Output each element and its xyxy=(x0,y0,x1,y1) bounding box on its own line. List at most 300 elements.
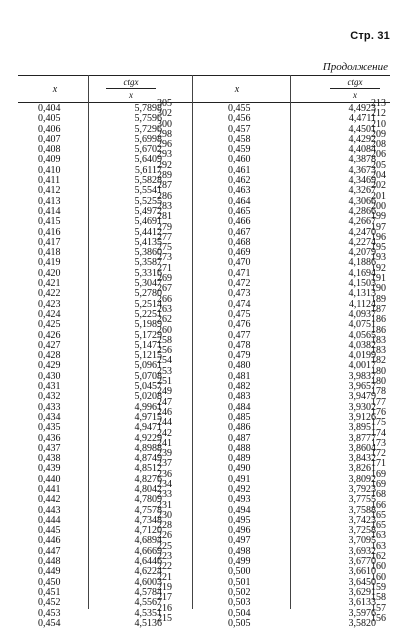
table-cell: 171 xyxy=(371,458,386,470)
table-cell: 182 xyxy=(371,355,386,367)
table-cell: 177 xyxy=(371,396,386,408)
table-cell: 289 xyxy=(157,170,172,182)
table-cell: 236 xyxy=(157,468,172,480)
column-divider xyxy=(88,75,89,609)
table-cell: 0,502 xyxy=(228,586,251,598)
table-cell: 0,471 xyxy=(228,267,251,279)
table-cell: 156 xyxy=(371,612,386,624)
table-cell: 4,1694 xyxy=(348,267,376,279)
table-cell: 244 xyxy=(157,417,172,429)
table-cell: 4,4292 xyxy=(348,133,376,145)
table-cell: 228 xyxy=(157,520,172,532)
table-cell: 205 xyxy=(371,159,386,171)
table-cell: 3,5976 xyxy=(348,607,376,619)
table-cell: 5,2780 xyxy=(134,288,162,300)
table-cell: 159 xyxy=(371,581,386,593)
table-cell: 4,4084 xyxy=(348,144,376,156)
column-header-x-right: x xyxy=(234,84,240,95)
ctg-numerator-left: ctgx xyxy=(106,77,156,89)
table-cell: 0,491 xyxy=(228,473,251,485)
table-cell: 273 xyxy=(157,252,172,264)
table-cell: 0,501 xyxy=(228,576,251,588)
table-cell: 213 xyxy=(371,98,386,109)
table-cell: 5,6117 xyxy=(134,164,162,176)
table-cell: 281 xyxy=(157,211,172,223)
table-cell: 0,417 xyxy=(38,236,61,248)
table-cell: 4,2667 xyxy=(348,216,376,228)
table-cell: 5,1729 xyxy=(134,329,162,341)
table-cell: 5,5541 xyxy=(134,185,162,197)
table-cell: 4,3267 xyxy=(348,185,376,197)
table-cell: 0,456 xyxy=(228,113,251,125)
table-cell: 287 xyxy=(157,180,172,192)
table-cell: 3,8951 xyxy=(348,422,376,434)
table-cell: 3,6450 xyxy=(348,576,376,588)
table-cell: 0,477 xyxy=(228,329,251,341)
table-cell: 3,7423 xyxy=(348,514,376,526)
table-cell: 5,2251 xyxy=(134,308,162,320)
table-cell: 199 xyxy=(371,211,386,223)
table-cell: 169 xyxy=(371,478,386,490)
table-cell: 0,452 xyxy=(38,597,61,609)
table-cell: 165 xyxy=(371,509,386,521)
table-cell: 4,9961 xyxy=(134,401,162,413)
table-cell: 0,437 xyxy=(38,442,61,454)
table-cell: 4,7578 xyxy=(134,504,162,516)
table-cell: 165 xyxy=(371,520,386,532)
table-cell: 217 xyxy=(157,592,172,604)
table-cell: 0,495 xyxy=(228,514,251,526)
table-cell: 4,7809 xyxy=(134,494,162,506)
table-cell: 4,3878 xyxy=(348,154,376,166)
table-cell: 246 xyxy=(157,406,172,418)
table-cell: 3,7258 xyxy=(348,525,376,537)
table-cell: 0,420 xyxy=(38,267,61,279)
table-cell: 253 xyxy=(157,365,172,377)
table-cell: 0,422 xyxy=(38,288,61,300)
table-cell: 0,455 xyxy=(228,103,251,114)
table-cell: 5,6409 xyxy=(134,154,162,166)
table-cell: 3,6770 xyxy=(348,556,376,568)
table-cell: 0,440 xyxy=(38,473,61,485)
table-cell: 4,8512 xyxy=(134,463,162,475)
table-cell: 5,3316 xyxy=(134,267,162,279)
table-cell: 0,465 xyxy=(228,205,251,217)
table-cell: 4,8276 xyxy=(134,473,162,485)
table-cell: 0,496 xyxy=(228,525,251,537)
table-cell: 0,445 xyxy=(38,525,61,537)
table-cell: 0,412 xyxy=(38,185,61,197)
table-cell: 223 xyxy=(157,551,172,563)
table-cell: 4,3469 xyxy=(348,175,376,187)
table-top-rule xyxy=(18,75,390,76)
table-cell: 0,407 xyxy=(38,133,61,145)
table-cell: 279 xyxy=(157,221,172,233)
table-cell: 4,2079 xyxy=(348,247,376,259)
table-cell: 175 xyxy=(371,417,386,429)
table-cell: 0,433 xyxy=(38,401,61,413)
table-cell: 208 xyxy=(371,139,386,151)
table-cell: 5,6702 xyxy=(134,144,162,156)
table-cell: 225 xyxy=(157,540,172,552)
table-cell: 0,447 xyxy=(38,545,61,557)
table-cell: 4,0937 xyxy=(348,308,376,320)
table-cell: 0,492 xyxy=(228,483,251,495)
table-cell: 204 xyxy=(371,170,386,182)
table-cell: 178 xyxy=(371,386,386,398)
table-cell: 0,408 xyxy=(38,144,61,156)
table-cell: 5,5255 xyxy=(134,195,162,207)
table-cell: 187 xyxy=(371,303,386,315)
table-cell: 212 xyxy=(371,108,386,120)
right-value-column xyxy=(326,104,376,629)
table-cell: 4,5351 xyxy=(134,607,162,619)
table-cell: 4,9715 xyxy=(134,411,162,423)
table-cell: 0,442 xyxy=(38,494,61,506)
table-cell: 3,9479 xyxy=(348,391,376,403)
table-cell: 180 xyxy=(371,376,386,388)
table-cell: 0,443 xyxy=(38,504,61,516)
table-cell: 3,9302 xyxy=(348,401,376,413)
table-cell: 0,487 xyxy=(228,432,251,444)
table-cell: 0,464 xyxy=(228,195,251,207)
table-cell: 180 xyxy=(371,365,386,377)
table-cell: 4,2470 xyxy=(348,226,376,238)
table-cell: 275 xyxy=(157,242,172,254)
table-cell: 0,429 xyxy=(38,360,61,372)
table-cell: 0,481 xyxy=(228,370,251,382)
table-cell: 0,428 xyxy=(38,350,61,362)
table-cell: 0,435 xyxy=(38,422,61,434)
table-cell: 3,8092 xyxy=(348,473,376,485)
table-cell: 0,500 xyxy=(228,566,251,578)
table-cell: 0,404 xyxy=(38,103,61,114)
table-cell: 5,1215 xyxy=(134,350,162,362)
ctg-numerator-right: ctgx xyxy=(330,77,380,89)
table-cell: 0,451 xyxy=(38,586,61,598)
table-cell: 160 xyxy=(371,561,386,573)
table-cell: 0,485 xyxy=(228,411,251,423)
table-cell: 0,457 xyxy=(228,123,251,135)
table-cell: 5,3587 xyxy=(134,257,162,269)
table-cell: 0,489 xyxy=(228,453,251,465)
table-cell: 5,3047 xyxy=(134,278,162,290)
table-cell: 0,406 xyxy=(38,123,61,135)
table-cell: 3,6932 xyxy=(348,545,376,557)
table-cell: 263 xyxy=(157,303,172,315)
table-cell: 0,419 xyxy=(38,257,61,269)
table-cell: 183 xyxy=(371,334,386,346)
table-cell: 0,430 xyxy=(38,370,61,382)
table-cell: 5,4972 xyxy=(134,205,162,217)
left-difference-column xyxy=(157,99,179,624)
table-cell: 3,8604 xyxy=(348,442,376,454)
table-cell: 4,0751 xyxy=(348,319,376,331)
table-cell: 298 xyxy=(157,128,172,140)
table-cell: 4,0382 xyxy=(348,339,376,351)
table-cell: 0,470 xyxy=(228,257,251,269)
table-cell: 4,8988 xyxy=(134,442,162,454)
table-cell: 5,5828 xyxy=(134,175,162,187)
table-cell: 0,426 xyxy=(38,329,61,341)
table-cell: 186 xyxy=(371,324,386,336)
table-cell: 166 xyxy=(371,499,386,511)
table-cell: 183 xyxy=(371,345,386,357)
ctg-denominator-left: x xyxy=(129,90,133,100)
table-cell: 296 xyxy=(157,139,172,151)
table-cell: 0,503 xyxy=(228,597,251,609)
table-cell: 4,3066 xyxy=(348,195,376,207)
table-cell: 3,6291 xyxy=(348,586,376,598)
table-cell: 0,448 xyxy=(38,556,61,568)
table-cell: 0,424 xyxy=(38,308,61,320)
table-cell: 4,6224 xyxy=(134,566,162,578)
table-cell: 262 xyxy=(157,314,172,326)
table-cell: 0,460 xyxy=(228,154,251,166)
table-cell: 169 xyxy=(371,468,386,480)
table-cell: 0,484 xyxy=(228,401,251,413)
table-cell: 5,2514 xyxy=(134,298,162,310)
table-cell: 0,475 xyxy=(228,308,251,320)
table-cell: 0,476 xyxy=(228,319,251,331)
table-cell: 162 xyxy=(371,551,386,563)
table-cell: 3,9657 xyxy=(348,381,376,393)
table-cell: 4,9471 xyxy=(134,422,162,434)
table-cell: 215 xyxy=(157,612,172,624)
table-cell: 302 xyxy=(157,108,172,120)
table-cell: 0,505 xyxy=(228,617,251,629)
table-cell: 226 xyxy=(157,530,172,542)
table-cell: 0,444 xyxy=(38,514,61,526)
table-cell: 0,413 xyxy=(38,195,61,207)
table-cell: 5,7898 xyxy=(134,103,162,114)
table-cell: 0,409 xyxy=(38,154,61,166)
table-cell: 4,9229 xyxy=(134,432,162,444)
table-cell: 193 xyxy=(371,252,386,264)
table-cell: 239 xyxy=(157,448,172,460)
column-divider xyxy=(290,75,291,609)
table-cell: 200 xyxy=(371,200,386,212)
table-cell: 277 xyxy=(157,231,172,243)
table-cell: 271 xyxy=(157,262,172,274)
table-cell: 222 xyxy=(157,561,172,573)
table-cell: 3,8777 xyxy=(348,432,376,444)
table-cell: 233 xyxy=(157,489,172,501)
table-cell: 0,504 xyxy=(228,607,251,619)
table-cell: 176 xyxy=(371,406,386,418)
table-cell: 256 xyxy=(157,345,172,357)
table-cell: 4,5136 xyxy=(134,617,162,629)
table-cell: 0,494 xyxy=(228,504,251,516)
table-cell: 0,431 xyxy=(38,381,61,393)
table-cell: 258 xyxy=(157,334,172,346)
table-cell: 186 xyxy=(371,314,386,326)
page-number: Стр. 31 xyxy=(350,30,390,42)
table-cell: 219 xyxy=(157,581,172,593)
table-cell: 5,3860 xyxy=(134,247,162,259)
table-cell: 0,472 xyxy=(228,278,251,290)
table-cell: 3,8432 xyxy=(348,453,376,465)
table-cell: 0,482 xyxy=(228,381,251,393)
table-cell: 3,8261 xyxy=(348,463,376,475)
table-cell: 0,458 xyxy=(228,133,251,145)
table-header-rule xyxy=(18,102,390,103)
table-cell: 0,425 xyxy=(38,319,61,331)
table-cell: 0,463 xyxy=(228,185,251,197)
table-cell: 0,462 xyxy=(228,175,251,187)
table-cell: 209 xyxy=(371,128,386,140)
table-cell: 0,497 xyxy=(228,535,251,547)
table-cell: 5,4135 xyxy=(134,236,162,248)
table-cell: 0,478 xyxy=(228,339,251,351)
table-cell: 4,3673 xyxy=(348,164,376,176)
table-cell: 157 xyxy=(371,602,386,614)
left-value-column xyxy=(112,104,162,629)
table-cell: 3,7095 xyxy=(348,535,376,547)
table-cell: 4,4923 xyxy=(348,103,376,114)
right-x-column xyxy=(228,104,264,629)
table-cell: 0,483 xyxy=(228,391,251,403)
table-cell: 267 xyxy=(157,283,172,295)
table-cell: 163 xyxy=(371,530,386,542)
table-cell: 174 xyxy=(371,427,386,439)
table-cell: 172 xyxy=(371,448,386,460)
table-cell: 0,480 xyxy=(228,360,251,372)
table-cell: 251 xyxy=(157,376,172,388)
table-cell: 0,488 xyxy=(228,442,251,454)
table-cell: 0,410 xyxy=(38,164,61,176)
table-cell: 4,1124 xyxy=(348,298,376,310)
table-cell: 0,439 xyxy=(38,463,61,475)
table-cell: 0,432 xyxy=(38,391,61,403)
table-cell: 4,7120 xyxy=(134,525,162,537)
table-cell: 4,4711 xyxy=(348,113,376,125)
left-x-column xyxy=(38,104,74,629)
table-cell: 5,0457 xyxy=(134,381,162,393)
table-cell: 231 xyxy=(157,499,172,511)
table-cell: 0,427 xyxy=(38,339,61,351)
column-header-ctg-left xyxy=(106,77,156,100)
table-cell: 3,9126 xyxy=(348,411,376,423)
table-cell: 4,4501 xyxy=(348,123,376,135)
table-cell: 202 xyxy=(371,180,386,192)
table-cell: 4,2866 xyxy=(348,205,376,217)
table-cell: 189 xyxy=(371,293,386,305)
table-cell: 3,5820 xyxy=(348,617,376,629)
table-cell: 0,486 xyxy=(228,422,251,434)
table-cell: 201 xyxy=(371,190,386,202)
table-cell: 0,473 xyxy=(228,288,251,300)
table-cell: 4,1503 xyxy=(348,278,376,290)
table-cell: 0,468 xyxy=(228,236,251,248)
table-cell: 4,0565 xyxy=(348,329,376,341)
table-cell: 266 xyxy=(157,293,172,305)
table-cell: 249 xyxy=(157,386,172,398)
table-cell: 0,414 xyxy=(38,205,61,217)
table-cell: 0,461 xyxy=(228,164,251,176)
table-cell: 0,466 xyxy=(228,216,251,228)
column-header-x-left: x xyxy=(52,84,58,95)
table-cell: 195 xyxy=(371,242,386,254)
table-cell: 5,7596 xyxy=(134,113,162,125)
table-cell: 191 xyxy=(371,273,386,285)
table-cell: 4,8042 xyxy=(134,483,162,495)
table-cell: 3,6133 xyxy=(348,597,376,609)
table-cell: 5,4412 xyxy=(134,226,162,238)
table-cell: 4,5567 xyxy=(134,597,162,609)
table-cell: 0,467 xyxy=(228,226,251,238)
table-cell: 0,434 xyxy=(38,411,61,423)
table-cell: 5,0961 xyxy=(134,360,162,372)
table-cell: 4,6446 xyxy=(134,556,162,568)
table-cell: 4,5784 xyxy=(134,586,162,598)
table-cell: 221 xyxy=(157,571,172,583)
table-cell: 4,1886 xyxy=(348,257,376,269)
table-cell: 0,449 xyxy=(38,566,61,578)
table-cell: 260 xyxy=(157,324,172,336)
table-cell: 4,0017 xyxy=(348,360,376,372)
table-cell: 0,474 xyxy=(228,298,251,310)
table-cell: 160 xyxy=(371,571,386,583)
table-cell: 4,6894 xyxy=(134,535,162,547)
table-cell: 158 xyxy=(371,592,386,604)
table-cell: 241 xyxy=(157,437,172,449)
table-cell: 0,479 xyxy=(228,350,251,362)
table-cell: 0,490 xyxy=(228,463,251,475)
table-cell: 4,0199 xyxy=(348,350,376,362)
table-cell: 254 xyxy=(157,355,172,367)
table-cell: 197 xyxy=(371,221,386,233)
table-cell: 0,493 xyxy=(228,494,251,506)
table-cell: 305 xyxy=(157,98,172,109)
table-cell: 293 xyxy=(157,149,172,161)
table-cell: 0,416 xyxy=(38,226,61,238)
table-cell: 0,446 xyxy=(38,535,61,547)
table-cell: 0,423 xyxy=(38,298,61,310)
column-header-ctg-right xyxy=(330,77,380,100)
table-cell: 0,415 xyxy=(38,216,61,228)
table-cell: 4,6669 xyxy=(134,545,162,557)
table-cell: 5,6998 xyxy=(134,133,162,145)
table-cell: 247 xyxy=(157,396,172,408)
table-cell: 173 xyxy=(371,437,386,449)
table-cell: 4,8749 xyxy=(134,453,162,465)
table-cell: 0,436 xyxy=(38,432,61,444)
table-cell: 3,6610 xyxy=(348,566,376,578)
table-cell: 5,1471 xyxy=(134,339,162,351)
table-cell: 0,418 xyxy=(38,247,61,259)
table-cell: 269 xyxy=(157,273,172,285)
table-cell: 0,441 xyxy=(38,483,61,495)
table-cell: 4,6003 xyxy=(134,576,162,588)
table-cell: 3,7588 xyxy=(348,504,376,516)
table-cell: 0,421 xyxy=(38,278,61,290)
table-cell: 4,7348 xyxy=(134,514,162,526)
table-cell: 5,0708 xyxy=(134,370,162,382)
table-cell: 163 xyxy=(371,540,386,552)
ctg-denominator-right: x xyxy=(353,90,357,100)
table-cell: 4,1313 xyxy=(348,288,376,300)
table-cell: 0,498 xyxy=(228,545,251,557)
table-cell: 206 xyxy=(371,149,386,161)
table-cell: 3,7755 xyxy=(348,494,376,506)
table-cell: 292 xyxy=(157,159,172,171)
table-cell: 283 xyxy=(157,200,172,212)
table-cell: 3,7923 xyxy=(348,483,376,495)
continuation-label: Продолжение xyxy=(322,61,388,73)
table-cell: 234 xyxy=(157,478,172,490)
table-cell: 0,453 xyxy=(38,607,61,619)
